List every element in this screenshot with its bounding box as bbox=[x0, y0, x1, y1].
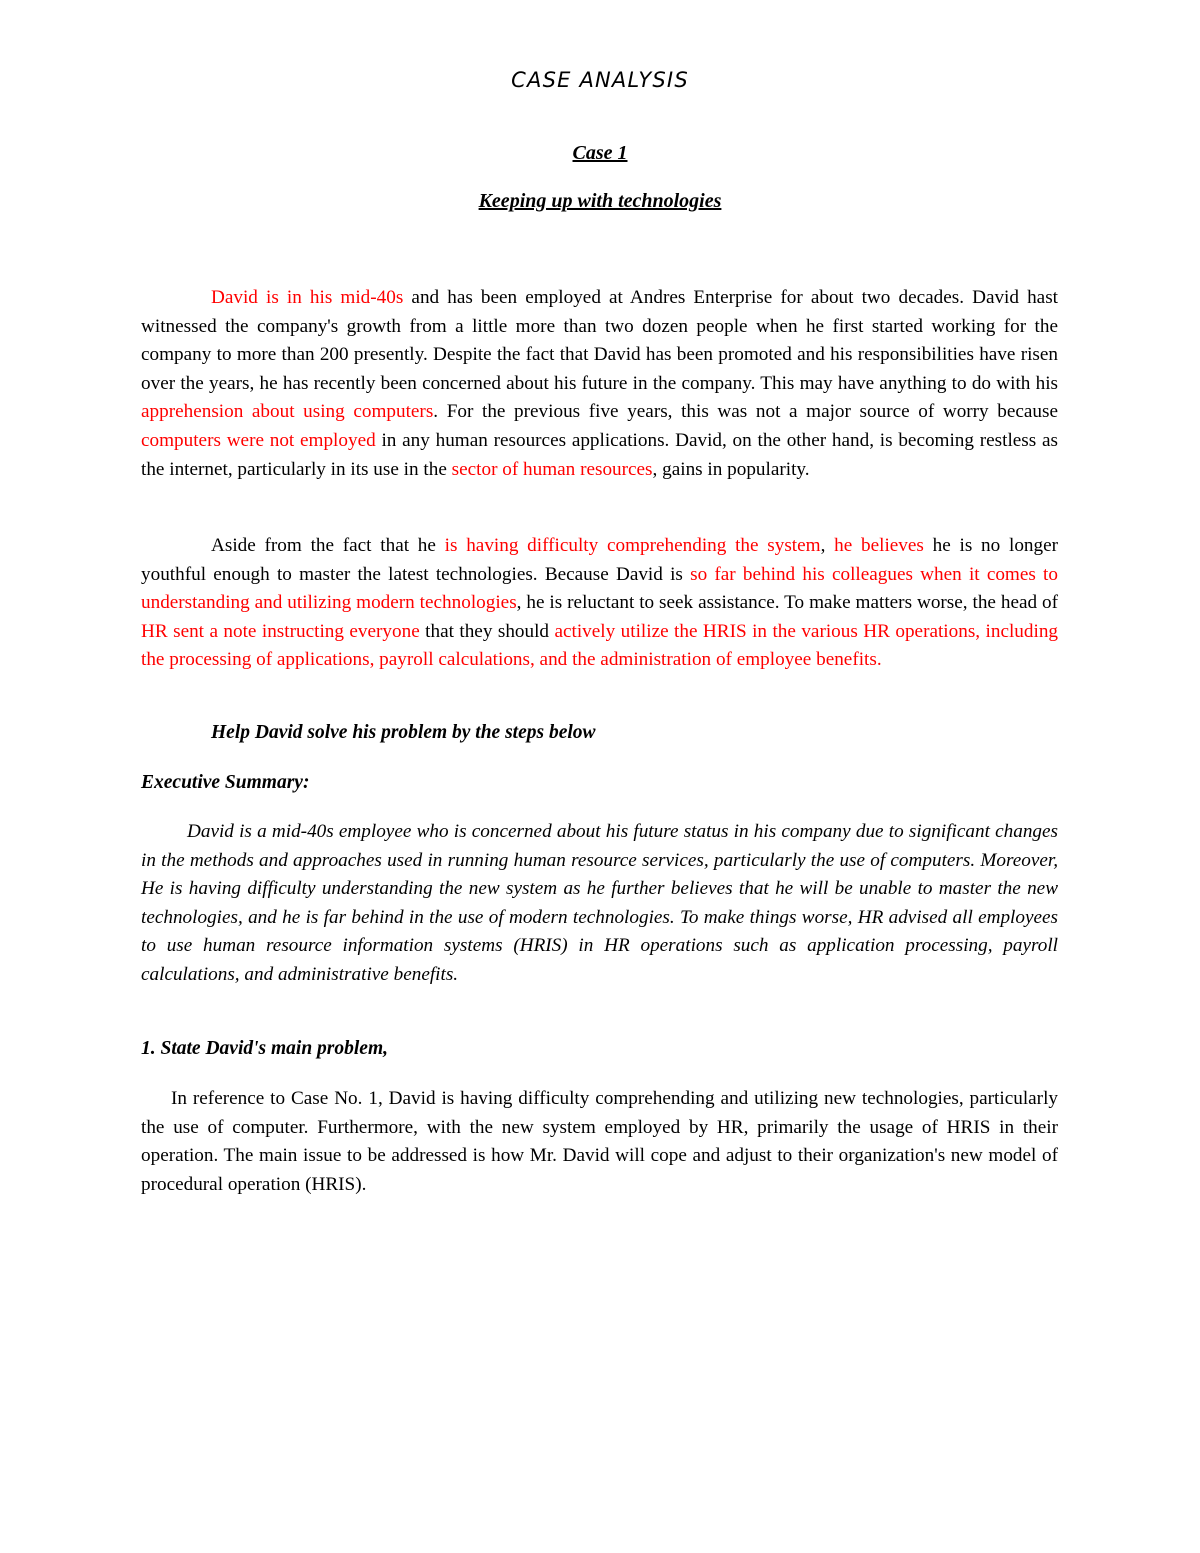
highlighted-text: apprehension about using computers bbox=[141, 401, 434, 423]
highlighted-text: sector of human resources bbox=[451, 458, 653, 480]
executive-summary-text bbox=[141, 818, 1058, 990]
highlighted-text: David is in his mid-40s bbox=[211, 287, 404, 308]
highlighted-text: is having difficulty comprehending the system bbox=[444, 535, 821, 556]
paragraph-text: in any human resources applications. David, on the other hand, is becoming restless as the internet, particularly in its use in the bbox=[141, 429, 1058, 480]
executive-summary-body: David is a mid-40s employee who is concerned about his future status in his company due to significant changes in the methods and approaches used in running human resource services, particularly the use of computers. Moreover, He is having difficulty understanding the new system as he further believes that he will be unable to master the new technologies, and he is far behind in the use of modern technologies. To make things worse, HR advised all employees to use human resource information systems (HRIS) in HR operations such as application processing, payroll calculations, and administrative benefits. bbox=[141, 821, 1058, 985]
case-paragraph-2 bbox=[141, 532, 1058, 675]
case-title-heading: Keeping up with technologies bbox=[478, 190, 722, 212]
question-1-heading: 1. State David's main problem, bbox=[141, 1038, 389, 1059]
paragraph-text: and has been employed at Andres Enterprise for about two decades. David hast witnessed the company's growth from a little more than two dozen people when he first started working for the company to more than 200 presently. Despite the fact that David has been promoted and his responsibilities have risen over the years, he has recently been concerned about his future in the company. This may have anything to do with his bbox=[141, 287, 1058, 394]
case-paragraph-1 bbox=[141, 284, 1058, 484]
paragraph-text: , gains in popularity. bbox=[652, 458, 810, 480]
highlighted-text: so far behind his colleagues when it comes to understanding and utilizing modern technologies bbox=[141, 563, 1058, 614]
highlighted-text: HR sent a note instructing everyone bbox=[141, 620, 420, 642]
help-heading: Help David solve his problem by the steps below bbox=[211, 722, 596, 743]
paragraph-text: Aside from the fact that he bbox=[211, 535, 445, 556]
paragraph-text: , bbox=[820, 535, 835, 556]
highlighted-text: actively utilize the HRIS in the various HR operations, including the processing of applications, payroll calculations, and the administration of employee benefits. bbox=[141, 620, 1059, 671]
answer-1-text bbox=[141, 1085, 1058, 1199]
paragraph-text: . For the previous five years, this was not a major source of worry because bbox=[433, 401, 1058, 423]
document-title: CASE ANALYSIS bbox=[511, 68, 689, 92]
paragraph-text: that they should bbox=[419, 620, 555, 642]
paragraph-text: he is no longer youthful enough to master the latest technologies. Because David is bbox=[141, 535, 1059, 585]
case-number-heading: Case 1 bbox=[572, 142, 628, 164]
answer-1-body: In reference to Case No. 1, David is having difficulty comprehending and utilizing new technologies, particularly the use of computer. Furthermore, with the new system employed by HR, primarily the usage of HRIS in their operation. The main issue to be addressed is how Mr. David will cope and adjust to their organization's new model of procedural operation (HRIS). bbox=[141, 1088, 1058, 1195]
highlighted-text: computers were not employed bbox=[141, 429, 376, 451]
paragraph-text: , he is reluctant to seek assistance. To make matters worse, the head of bbox=[516, 592, 1059, 614]
executive-summary-heading: Executive Summary: bbox=[141, 772, 310, 793]
highlighted-text: he believes bbox=[834, 535, 924, 556]
